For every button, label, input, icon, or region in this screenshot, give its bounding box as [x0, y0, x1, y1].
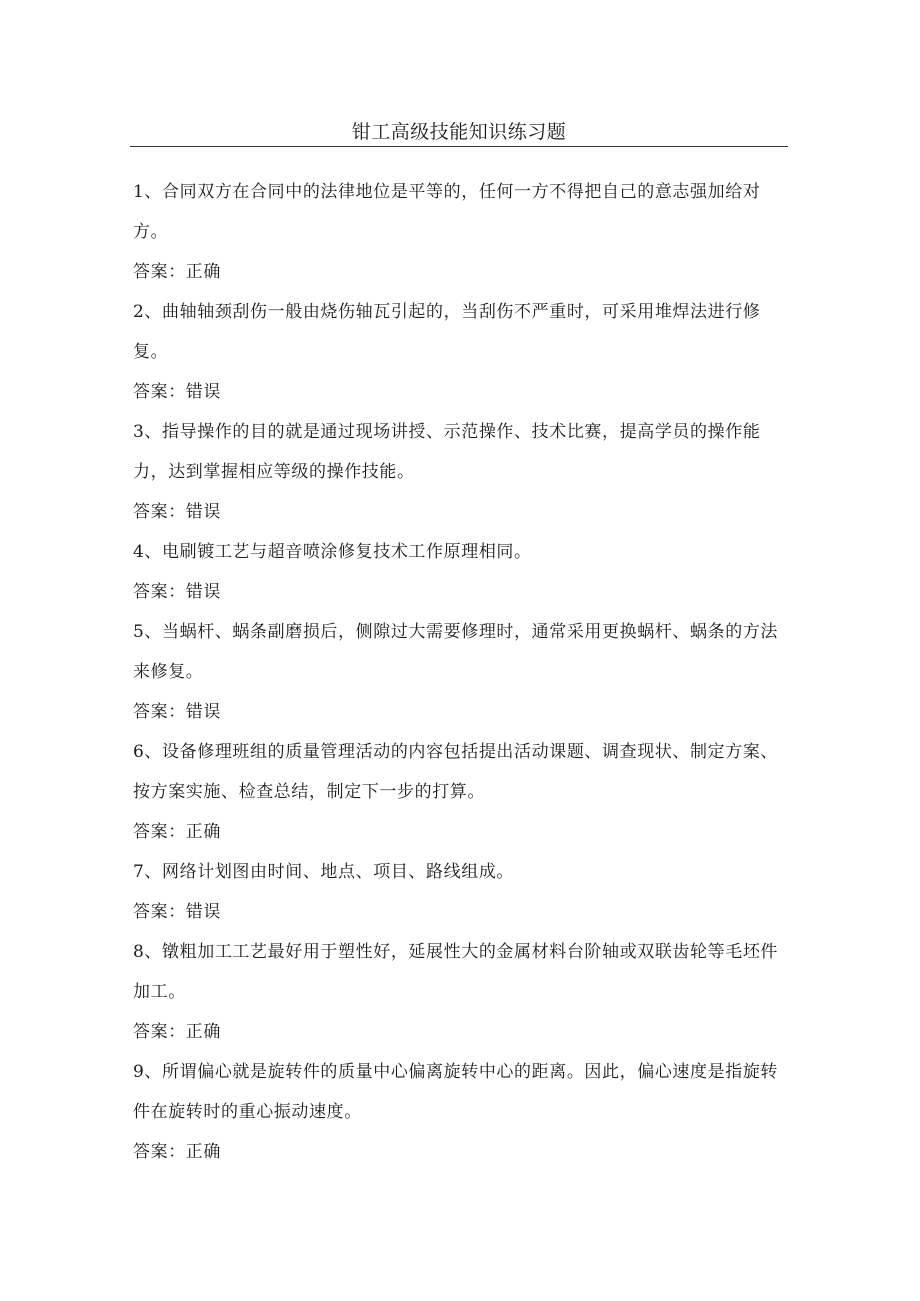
question-item: [133, 612, 788, 732]
question-text: 5、当蜗杆、蜗条副磨损后，侧隙过大需要修理时，通常采用更换蜗杆、蜗条的方法来修复。: [133, 622, 779, 682]
answer-text: 答案：错误: [133, 582, 221, 602]
question-item: [133, 172, 788, 292]
question-list: [133, 172, 788, 1172]
page-header: [130, 118, 788, 147]
question-item: [133, 852, 788, 932]
question-text: 3、指导操作的目的就是通过现场讲授、示范操作、技术比赛，提高学员的操作能力，达到掌握相应等级的操作技能。: [133, 422, 761, 482]
question-item: [133, 732, 788, 852]
question-item: [133, 932, 788, 1052]
question-text: 4、电刷镀工艺与超音喷涂修复技术工作原理相同。: [133, 542, 532, 562]
page-title: 钳工高级技能知识练习题: [351, 121, 567, 143]
answer-text: 答案：错误: [133, 902, 221, 922]
answer-text: 答案：正确: [133, 1022, 221, 1042]
question-item: [133, 532, 788, 612]
answer-text: 答案：正确: [133, 262, 221, 282]
question-text: 8、镦粗加工工艺最好用于塑性好，延展性大的金属材料台阶轴或双联齿轮等毛坯件加工。: [133, 942, 779, 1002]
answer-text: 答案：正确: [133, 822, 221, 842]
question-item: [133, 292, 788, 412]
question-item: [133, 1052, 788, 1172]
question-item: [133, 412, 788, 532]
question-text: 9、所谓偏心就是旋转件的质量中心偏离旋转中心的距离。因此，偏心速度是指旋转件在旋转时的重心振动速度。: [133, 1062, 779, 1122]
question-text: 6、设备修理班组的质量管理活动的内容包括提出活动课题、调查现状、制定方案、按方案实施、检查总结，制定下一步的打算。: [133, 742, 779, 802]
question-text: 7、网络计划图由时间、地点、项目、路线组成。: [133, 862, 515, 882]
question-text: 1、合同双方在合同中的法律地位是平等的，任何一方不得把自己的意志强加给对方。: [133, 182, 761, 242]
question-text: 2、曲轴轴颈刮伤一般由烧伤轴瓦引起的，当刮伤不严重时，可采用堆焊法进行修复。: [133, 302, 761, 362]
answer-text: 答案：错误: [133, 702, 221, 722]
answer-text: 答案：正确: [133, 1142, 221, 1162]
answer-text: 答案：错误: [133, 382, 221, 402]
answer-text: 答案：错误: [133, 502, 221, 522]
